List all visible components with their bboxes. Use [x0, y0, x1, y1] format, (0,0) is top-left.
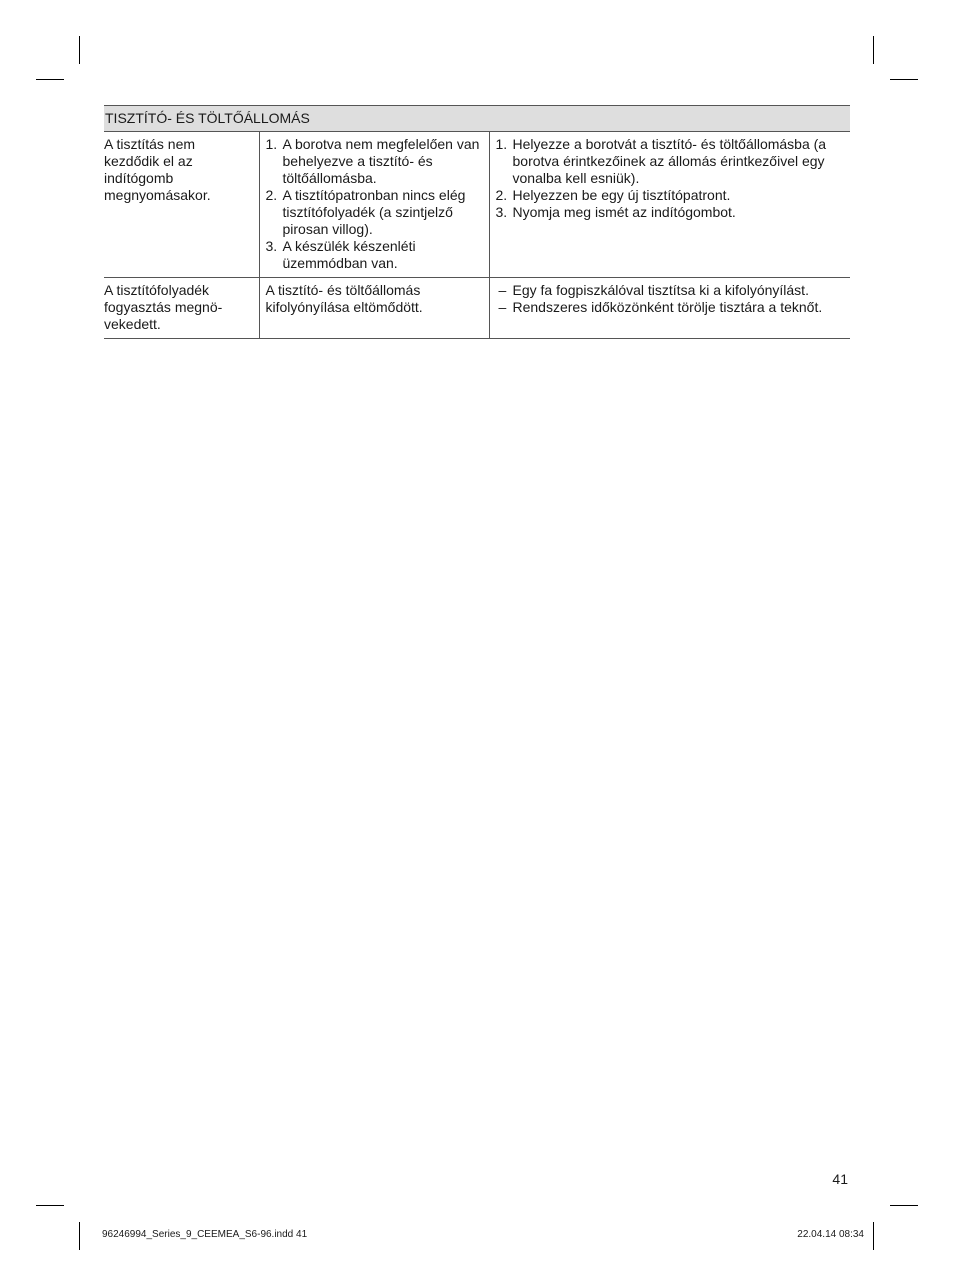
crop-mark-bottom-right-horizontal	[890, 1205, 918, 1206]
table-row	[104, 278, 850, 339]
footer-file-info: 96246994_Series_9_CEEMEA_S6-96.indd 41	[102, 1229, 308, 1240]
remedy-list	[496, 136, 845, 221]
crop-mark-bottom-right-vertical	[873, 1222, 874, 1250]
crop-mark-bottom-left-horizontal	[36, 1205, 64, 1206]
list-item: 2. A tisztítópatronban nincs elég tisztítófolyadék (a szintjelző pirosan villog).	[265, 187, 466, 237]
page-number: 41	[832, 1171, 848, 1187]
table-row	[104, 132, 850, 278]
cause-cell	[259, 132, 489, 278]
remedy-list	[496, 282, 845, 316]
problem-cell: A tisztítás nem kezdődik el az indítógomb megnyomásakor.	[104, 132, 259, 278]
footer-date: 22.04.14 08:34	[797, 1229, 864, 1240]
crop-mark-top-right-horizontal	[890, 79, 918, 80]
list-item: – Egy fa fogpiszkálóval tisztítsa ki a kifolyónyílást.	[498, 282, 809, 298]
list-item: 2. Helyezzen be egy új tisztítópatront.	[495, 187, 731, 203]
remedy-cell	[489, 278, 850, 339]
crop-mark-top-left-vertical	[79, 36, 80, 64]
crop-mark-top-left-horizontal	[36, 79, 64, 80]
remedy-cell	[489, 132, 850, 278]
list-item: – Rendszeres időközönként törölje tisztára a teknőt.	[498, 299, 823, 315]
list-item: 3. A készülék készenléti üzemmódban van.	[265, 238, 416, 271]
cause-cell: A tisztító- és töltőállomás kifolyónyílása eltömődött.	[259, 278, 489, 339]
section-header-row	[104, 106, 850, 132]
troubleshooting-table	[104, 105, 850, 339]
list-item: 1. Helyezze a borotvát a tisztító- és töltőállomásba (a borotva érintkezőinek az állomás érintkezőivel egy vonalba kell esniük).	[495, 136, 827, 186]
cause-list	[266, 136, 483, 272]
list-item: 3. Nyomja meg ismét az indítógombot.	[495, 204, 736, 220]
crop-mark-top-right-vertical	[873, 36, 874, 64]
problem-cell: A tisztítófolyadék fogyasztás megnö-vekedett.	[104, 278, 259, 339]
crop-mark-bottom-left-vertical	[79, 1222, 80, 1250]
list-item: 1. A borotva nem megfelelően van behelyezve a tisztító- és töltőállomásba.	[265, 136, 480, 186]
section-title: TISZTÍTÓ- ÉS TÖLTŐÁLLOMÁS	[104, 106, 850, 132]
